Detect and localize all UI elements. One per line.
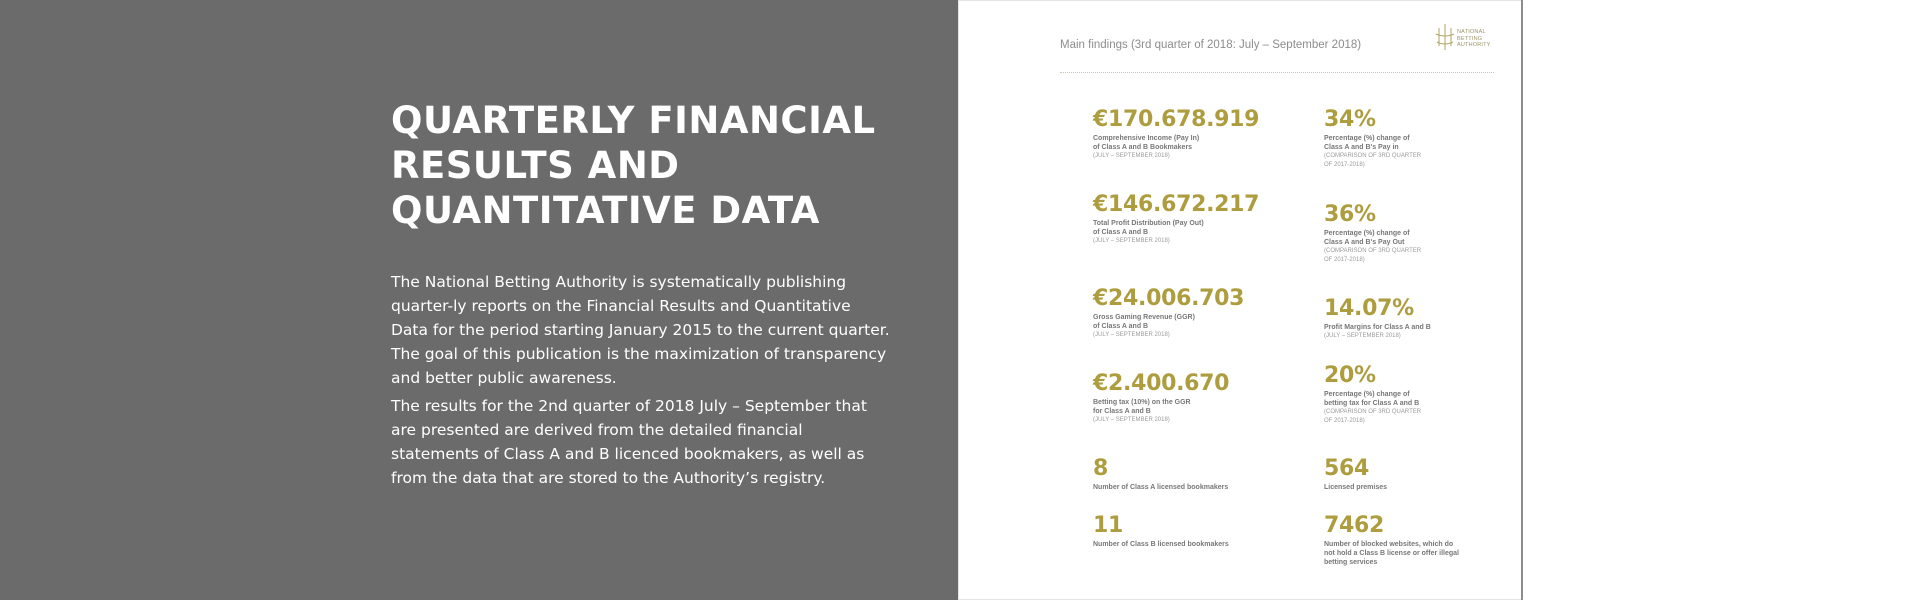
stat-desc-1: Number of Class A licensed bookmakers: [1093, 484, 1229, 491]
stat-betting-tax: [1093, 372, 1293, 425]
headline-line-3: QUANTITATIVE DATA: [391, 189, 820, 232]
stat-desc-2: betting tax for Class A and B: [1324, 400, 1420, 407]
stat-desc-1: Number of blocked websites, which do: [1324, 541, 1454, 548]
stat-desc-3: betting services: [1324, 559, 1378, 566]
stat-desc-2: for Class A and B: [1093, 408, 1151, 415]
stat-period: (JULY – SEPTEMBER 2018): [1324, 333, 1401, 339]
stat-value: €170.678.919: [1093, 107, 1260, 132]
stat-value: 14.07%: [1324, 296, 1414, 321]
stat-desc-2: Class A and B's Pay in: [1324, 144, 1399, 151]
stat-betting-tax-change: [1324, 364, 1524, 426]
stat-value: €146.672.217: [1093, 192, 1260, 217]
stat-pay-out-change: [1324, 203, 1524, 265]
logo-text: NATIONAL BETTING AUTHORITY: [1457, 29, 1491, 48]
stat-desc-1: Gross Gaming Revenue (GGR): [1093, 314, 1195, 321]
stat-ggr: [1093, 287, 1293, 340]
stat-profit-margin: [1324, 297, 1524, 341]
stat-desc-1: Total Profit Distribution (Pay Out): [1093, 220, 1204, 227]
stat-desc-1: Profit Margins for Class A and B: [1324, 324, 1431, 331]
stat-desc-1: Percentage (%) change of: [1324, 230, 1410, 237]
stat-period: (JULY – SEPTEMBER 2018): [1093, 417, 1170, 423]
logo-mark-icon: [1434, 22, 1456, 52]
stat-desc-2: of Class A and B: [1093, 229, 1149, 236]
headline-line-2: RESULTS AND: [391, 144, 680, 187]
stat-period-2: OF 2017-2018): [1324, 418, 1365, 424]
stat-period-1: (COMPARISON OF 3RD QUARTER: [1324, 248, 1422, 254]
stat-value: 11: [1093, 513, 1124, 538]
stat-pay-out: [1093, 193, 1293, 246]
stat-value: 7462: [1324, 513, 1385, 538]
stat-desc-2: Class A and B's Pay Out: [1324, 239, 1405, 246]
stat-desc-2: of Class A and B: [1093, 323, 1149, 330]
dotted-separator: [1060, 72, 1494, 73]
stat-class-a-bookmakers: [1093, 457, 1293, 492]
stat-value: €2.400.670: [1093, 371, 1230, 396]
stat-pay-in-change: [1324, 108, 1524, 170]
stat-desc-1: Licensed premises: [1324, 484, 1388, 491]
stat-period-1: (COMPARISON OF 3RD QUARTER: [1324, 153, 1422, 159]
stat-value: 36%: [1324, 202, 1376, 227]
stat-desc-2: not hold a Class B license or offer illegal: [1324, 550, 1459, 557]
stat-class-b-bookmakers: [1093, 514, 1293, 549]
intro-text: [391, 270, 891, 494]
stat-desc-1: Percentage (%) change of: [1324, 391, 1410, 398]
stat-period-2: OF 2017-2018): [1324, 162, 1365, 168]
stat-desc-2: of Class A and B Bookmakers: [1093, 144, 1193, 151]
intro-paragraph-1: The National Betting Authority is systematically publishing quarter-ly reports on the Financial Results and Quantitative Data for the period starting January 2015 to the current quarter. The goal of this publication is the maximization of transparency and better public awareness.: [391, 273, 890, 387]
stat-value: 8: [1093, 456, 1109, 481]
stat-value: 564: [1324, 456, 1370, 481]
stat-pay-in: [1093, 108, 1293, 161]
stat-period: (JULY – SEPTEMBER 2018): [1093, 153, 1170, 159]
stat-period: (JULY – SEPTEMBER 2018): [1093, 332, 1170, 338]
stat-value: €24.006.703: [1093, 286, 1245, 311]
stat-desc-1: Percentage (%) change of: [1324, 135, 1410, 142]
stat-period-2: OF 2017-2018): [1324, 257, 1365, 263]
stat-period-1: (COMPARISON OF 3RD QUARTER: [1324, 409, 1422, 415]
headline-line-1: QUARTERLY FINANCIAL: [391, 99, 876, 142]
stat-desc-1: Betting tax (10%) on the GGR: [1093, 399, 1191, 406]
stat-desc-1: Comprehensive Income (Pay In): [1093, 135, 1200, 142]
stat-desc-1: Number of Class B licensed bookmakers: [1093, 541, 1229, 548]
page-headline: [391, 98, 911, 233]
intro-paragraph-2: The results for the 2nd quarter of 2018 July – September that are presented are derived from the detailed financial statements of Class A and B licenced bookmakers, as well as from the data that are stored to the Authority’s registry.: [391, 397, 867, 487]
authority-logo: [1434, 22, 1504, 54]
stat-licensed-premises: [1324, 457, 1524, 492]
stat-value: 34%: [1324, 107, 1376, 132]
stat-period: (JULY – SEPTEMBER 2018): [1093, 238, 1170, 244]
report-page-title: Main findings (3rd quarter of 2018: July – September 2018): [1060, 39, 1362, 51]
stat-blocked-websites: [1324, 514, 1524, 567]
stat-value: 20%: [1324, 363, 1376, 388]
